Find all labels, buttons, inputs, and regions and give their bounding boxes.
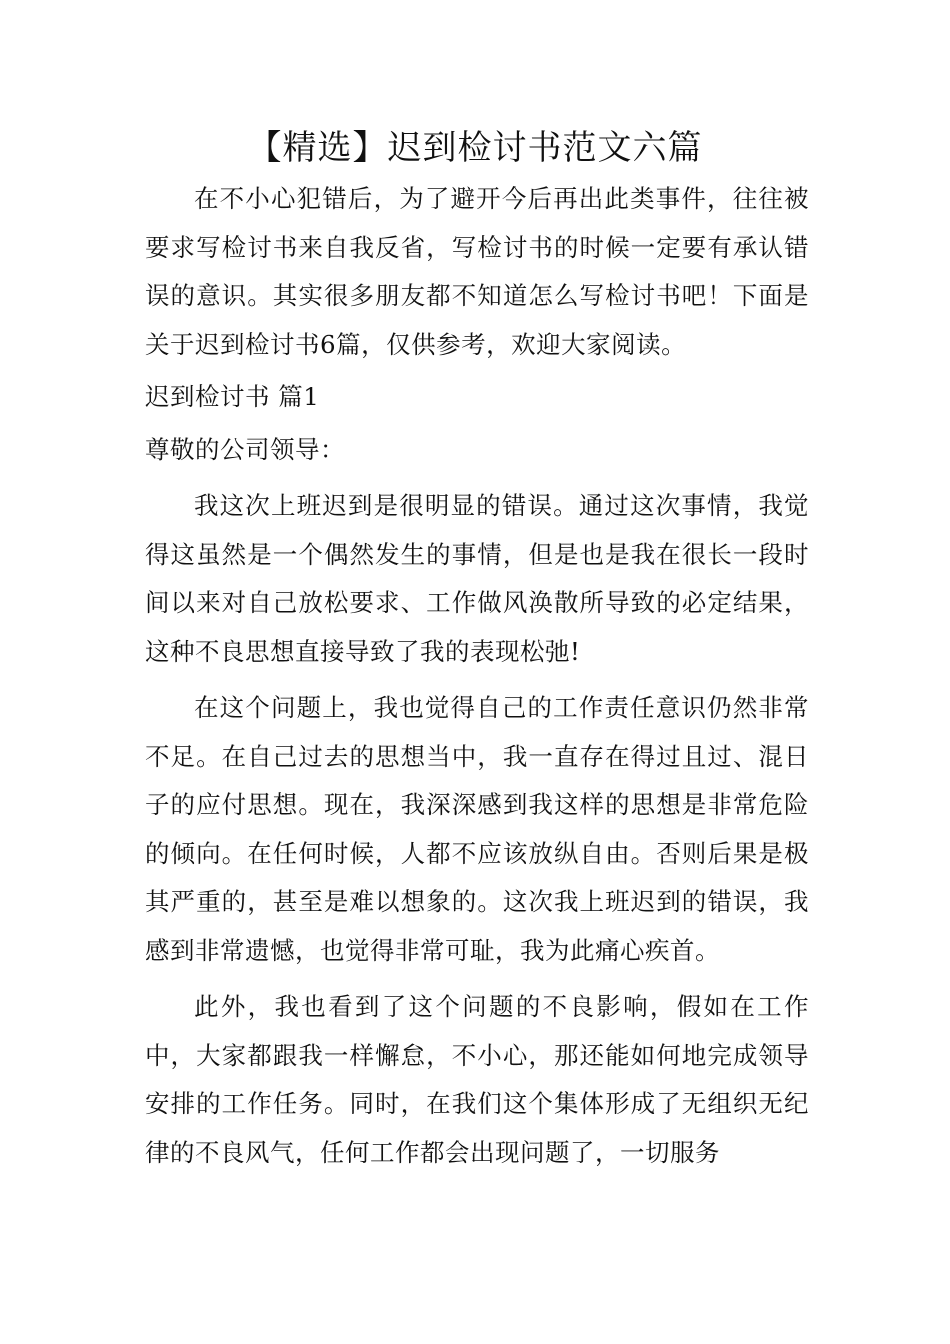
body-paragraph: 我这次上班迟到是很明显的错误。通过这次事情，我觉得这虽然是一个偶然发生的事情，但是也是我在很长一段时间以来对自己放松要求、工作做风涣散所导致的必定结果，这种不良思想直接导致了我的表现松弛!: [145, 491, 809, 666]
salutation: 尊敬的公司领导：: [145, 434, 345, 464]
document-title: 【精选】迟到检讨书范文六篇: [247, 128, 703, 168]
section-heading: 迟到检讨书 篇1: [145, 382, 320, 411]
body-paragraph: 此外，我也看到了这个问题的不良影响，假如在工作中，大家都跟我一样懈怠，不小心，那还能如何地完成领导安排的工作任务。同时，在我们这个集体形成了无组织无纪律的不良风气，任何工作都会出现问题了，一切服务: [145, 992, 809, 1167]
document-body: [145, 175, 809, 1177]
body-paragraph: 在这个问题上，我也觉得自己的工作责任意识仍然非常不足。在自己过去的思想当中，我一直存在得过且过、混日子的应付思想。现在，我深深感到我这样的思想是非常危险的倾向。在任何时候，人都不应该放纵自由。否则后果是极其严重的，甚至是难以想象的。这次我上班迟到的错误，我感到非常遗憾，也觉得非常可耻，我为此痛心疾首。: [145, 693, 809, 965]
intro-paragraph: 在不小心犯错后，为了避开今后再出此类事件，往往被要求写检讨书来自我反省，写检讨书的时候一定要有承认错误的意识。其实很多朋友都不知道怎么写检讨书吧！下面是关于迟到检讨书6篇，仅供参考，欢迎大家阅读。: [145, 184, 809, 359]
